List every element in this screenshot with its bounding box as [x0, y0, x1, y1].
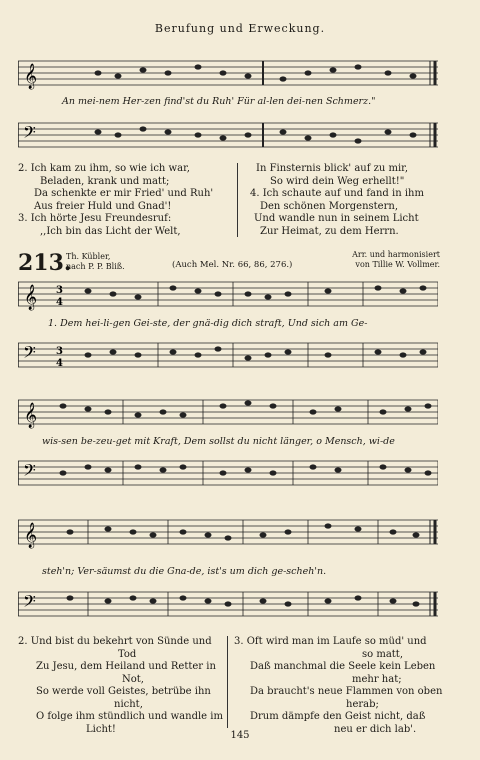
music-staff-bass-3: [18, 455, 438, 495]
staff-lines: [18, 514, 438, 554]
verse-line: In Finsternis blick' auf zu mir,: [256, 163, 409, 174]
music-staff-treble-3: [18, 394, 438, 434]
staff-lines: [18, 337, 438, 377]
running-head: Berufung und Erweckung.: [154, 22, 326, 35]
music-staff-bass-2: [18, 337, 438, 377]
page-number: 145: [230, 730, 250, 741]
arranger-line: von Tillie W. Vollmer.: [355, 260, 440, 269]
verse-line: Zur Heimat, zu dem Herrn.: [260, 225, 399, 237]
verse-line: So wird dein Weg erhellt!": [270, 175, 405, 187]
verse-line: 4. Ich schaute auf und fand in ihm: [250, 188, 424, 199]
arranger-line: Arr. und harmonisiert: [352, 250, 440, 259]
verse-line: neu er dich lab'.: [334, 723, 417, 735]
composer-line: Th. Kübler,: [66, 252, 111, 261]
column-divider: [227, 636, 228, 728]
staff-lines: [18, 117, 438, 157]
verse-line: 3. Ich hörte Jesu Freundesruf:: [18, 213, 172, 224]
music-staff-treble-1: [18, 55, 438, 95]
svg-text:𝄢: 𝄢: [23, 122, 36, 146]
column-divider: [237, 163, 238, 237]
svg-text:𝄞: 𝄞: [24, 285, 38, 310]
verse-line: nicht,: [114, 698, 143, 710]
verse-line: Da schenkte er mir Fried' und Ruh': [34, 188, 214, 199]
svg-text:3: 3: [56, 285, 63, 296]
verse-line: Licht!: [86, 723, 116, 735]
verse-line: Und wandle nun in seinem Licht: [254, 213, 419, 224]
hymn-number: 213.: [18, 250, 72, 276]
composer-line: nach P. P. Bliß.: [66, 262, 125, 271]
verse-line: Beladen, krank und matt;: [40, 175, 170, 187]
verse-line: Daß manchmal die Seele kein Leben: [250, 661, 436, 672]
music-staff-bass-1: [18, 117, 438, 157]
lyric-line-2: wis-sen be-zeu-get mit Kraft, Dem sollst du nicht länger, o Mensch, wi-de: [42, 436, 395, 447]
verse-line: Drum dämpfe den Geist nicht, daß: [250, 711, 426, 722]
verse-line: O folge ihm stündlich und wandle im: [36, 711, 223, 722]
hymn-verses-left: [18, 636, 223, 736]
staff-lines: [18, 55, 438, 95]
lyric-line-1: 1. Dem hei-li-gen Gei-ste, der gnä-dig dich straft, Und sich am Ge-: [48, 318, 368, 329]
music-staff-treble-4: [18, 514, 438, 554]
staff-lines: [18, 586, 438, 626]
svg-text:𝄞: 𝄞: [24, 523, 38, 548]
verse-line: Den schönen Morgenstern,: [260, 200, 398, 212]
music-staff-treble-2: [18, 276, 438, 316]
verse-line: So werde voll Geistes, betrübe ihn: [36, 686, 211, 697]
verse-line: 2. Ich kam zu ihm, so wie ich war,: [18, 163, 190, 174]
verse-line: so matt,: [362, 648, 403, 660]
verse-line: Tod: [118, 648, 137, 660]
verse-line: 3. Oft wird man im Laufe so müd' und: [234, 636, 427, 647]
svg-text:𝄢: 𝄢: [23, 591, 36, 615]
verse-line: Not,: [122, 673, 144, 685]
svg-text:𝄢: 𝄢: [23, 342, 36, 366]
staff-lines: [18, 455, 438, 495]
music-staff-bass-4: [18, 586, 438, 626]
svg-text:𝄢: 𝄢: [23, 460, 36, 484]
svg-text:𝄞: 𝄞: [24, 403, 38, 428]
first-hymn-verses-left: [18, 163, 213, 238]
svg-text:4: 4: [56, 297, 63, 308]
composer-credit: [66, 252, 125, 272]
verse-line: Da braucht's neue Flammen von oben: [250, 686, 443, 697]
svg-text:3: 3: [56, 346, 63, 357]
svg-text:𝄞: 𝄞: [24, 64, 38, 89]
staff-lines: [18, 394, 438, 434]
verse-line: herab;: [346, 698, 379, 710]
verse-line: ,,Ich bin das Licht der Welt,: [40, 225, 181, 237]
verse-line: Zu Jesu, dem Heiland und Retter in: [36, 661, 216, 672]
hymn-verses-right: [234, 636, 442, 736]
verse-line: mehr hat;: [352, 673, 402, 685]
lyric-line-first-hymn: An mei-nem Her-zen find'st du Ruh' Für al-len dei-nen Schmerz.": [62, 96, 376, 107]
first-hymn-verses-right: [250, 163, 424, 238]
verse-line: 2. Und bist du bekehrt von Sünde und: [18, 636, 212, 647]
verse-line: Aus freier Huld und Gnad'!: [34, 200, 172, 212]
svg-text:4: 4: [56, 358, 63, 369]
arranger-credit: [322, 250, 440, 270]
tune-reference: (Auch Mel. Nr. 66, 86, 276.): [172, 260, 293, 270]
staff-lines: [18, 276, 438, 316]
lyric-line-3: steh'n; Ver-säumst du die Gna-de, ist's um dich ge-scheh'n.: [42, 566, 327, 577]
